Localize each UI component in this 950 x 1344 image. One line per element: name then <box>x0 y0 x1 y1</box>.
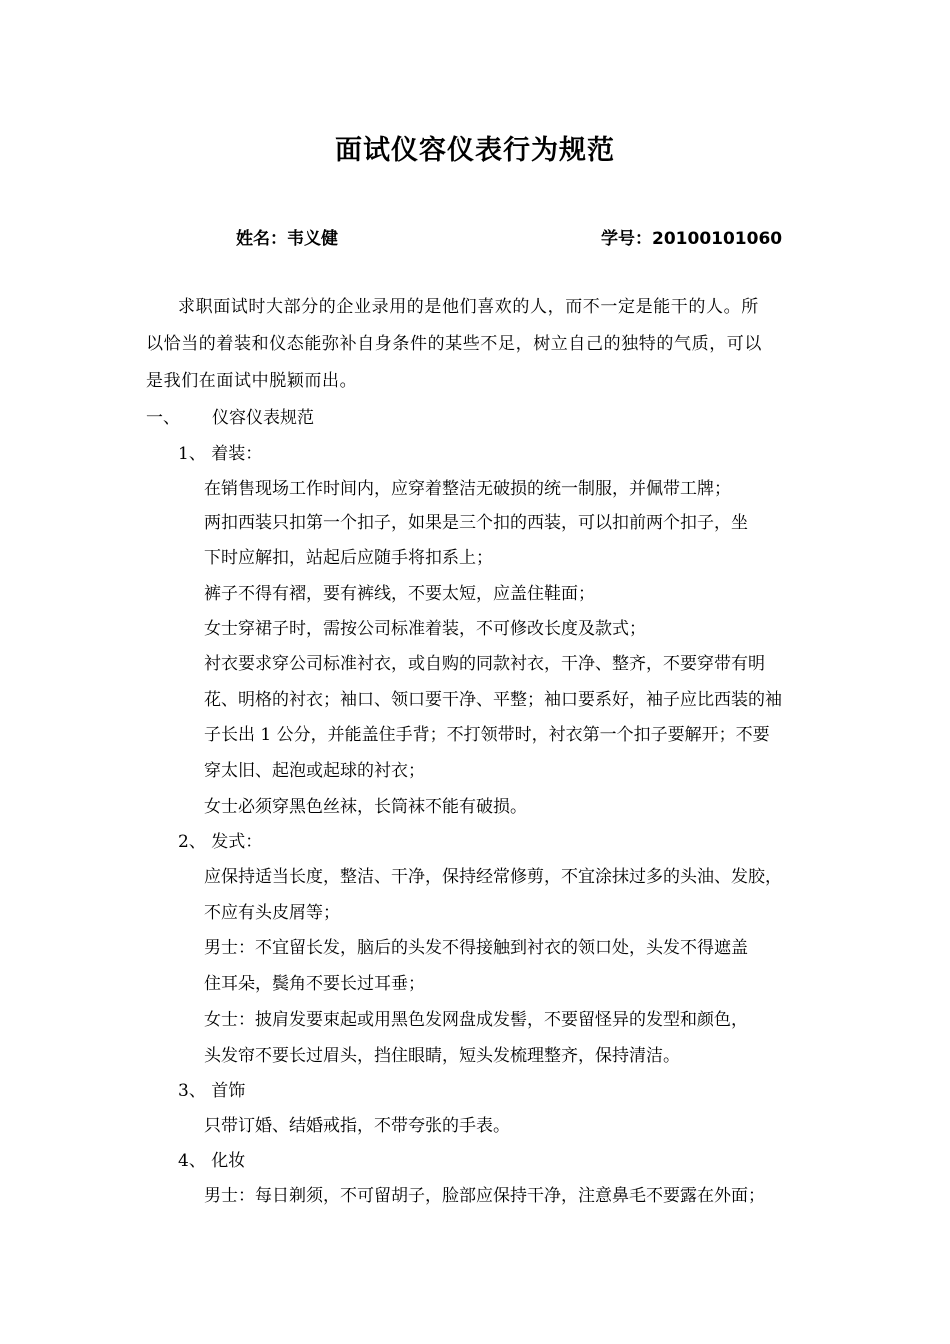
intro-line: 求职面试时大部分的企业录用的是他们喜欢的人，而不一定是能干的人。所 <box>178 297 759 317</box>
item-line: 在销售现场工作时间内，应穿着整洁无破损的统一制服，并佩带工牌； <box>204 479 731 499</box>
item-heading: 2、 发式： <box>178 832 263 852</box>
item-line: 两扣西装只扣第一个扣子，如果是三个扣的西装，可以扣前两个扣子，坐 <box>204 513 748 533</box>
item-line: 头发帘不要长过眉头，挡住眼睛，短头发梳理整齐，保持清洁。 <box>204 1046 680 1066</box>
item-line: 应保持适当长度，整洁、干净，保持经常修剪，不宜涂抹过多的头油、发胶， <box>204 867 782 887</box>
item-line: 住耳朵，鬓角不要长过耳垂； <box>204 974 425 994</box>
item-line: 只带订婚、结婚戒指，不带夸张的手表。 <box>204 1116 510 1136</box>
intro-line: 是我们在面试中脱颖而出。 <box>146 371 358 391</box>
section-title: 仪容仪表规范 <box>212 408 314 428</box>
item-line: 花、明格的衬衣；袖口、领口要干净、平整；袖口要系好，袖子应比西装的袖 <box>204 690 782 710</box>
item-line: 女士穿裙子时，需按公司标准着装，不可修改长度及款式； <box>204 619 646 639</box>
student-name: 姓名：韦义健 <box>236 229 338 249</box>
student-id: 学号：20100101060 <box>601 229 783 249</box>
item-line: 下时应解扣，站起后应随手将扣系上； <box>204 548 493 568</box>
item-line: 衬衣要求穿公司标准衬衣，或自购的同款衬衣，干净、整齐，不要穿带有明 <box>204 654 765 674</box>
item-line: 男士：每日剃须，不可留胡子，脸部应保持干净，注意鼻毛不要露在外面； <box>204 1186 765 1206</box>
item-line: 男士：不宜留长发，脑后的头发不得接触到衬衣的领口处，头发不得遮盖 <box>204 938 748 958</box>
item-line: 不应有头皮屑等； <box>204 903 340 923</box>
item-heading: 1、 着装： <box>178 444 263 464</box>
section-number: 一、 <box>146 408 180 428</box>
item-line: 子长出 1 公分，并能盖住手背；不打领带时，衬衣第一个扣子要解开；不要 <box>204 725 770 745</box>
document-title: 面试仪容仪表行为规范 <box>335 135 615 166</box>
intro-line: 以恰当的着装和仪态能弥补自身条件的某些不足，树立自己的独特的气质，可以 <box>146 334 762 354</box>
item-line: 女士必须穿黑色丝袜，长筒袜不能有破损。 <box>204 797 527 817</box>
item-line: 穿太旧、起泡或起球的衬衣； <box>204 761 425 781</box>
item-line: 女士：披肩发要束起或用黑色发网盘成发髻，不要留怪异的发型和颜色， <box>204 1010 748 1030</box>
item-heading: 3、 首饰 <box>178 1081 246 1101</box>
item-heading: 4、 化妆 <box>178 1151 246 1171</box>
item-line: 裤子不得有褶，要有裤线，不要太短，应盖住鞋面； <box>204 584 595 604</box>
